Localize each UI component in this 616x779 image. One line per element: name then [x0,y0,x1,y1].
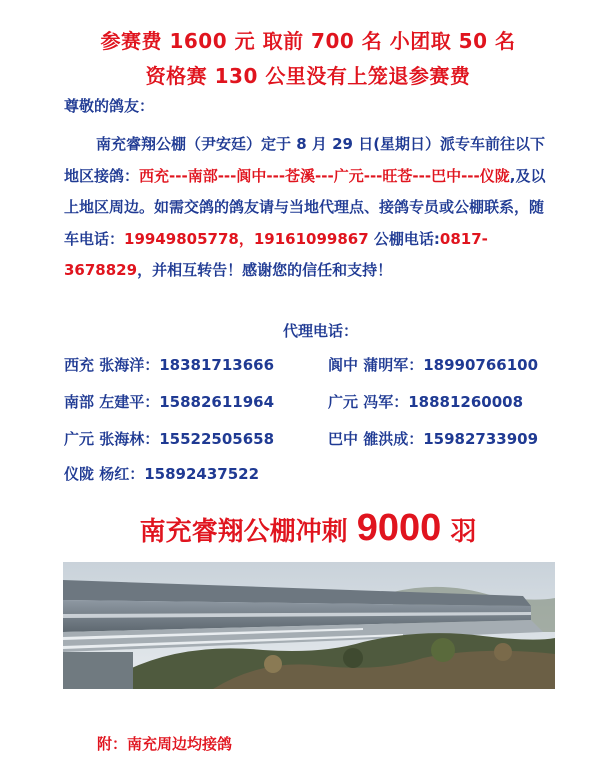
office-phone-label: 公棚电话: [368,229,440,248]
greeting: 尊敬的鸽友： [64,97,155,115]
headline-fee: 参赛费 1600 元 取前 700 名 小团取 50 名 [100,29,516,53]
target-prefix: 南充睿翔公棚冲刺 [139,517,357,547]
pickup-regions: 西充---南部---阆中---苍溪---广元---旺苍---巴中---仪陇 [139,166,510,185]
target-number: 9000 [356,507,442,549]
notice-paragraph [64,129,558,287]
headline-target [0,507,616,550]
car-phone-2: 19161099867 [253,229,369,248]
agents-heading: 代理电话： [283,322,359,340]
notice-closing: ，并相互转告！感谢您的信任和支持！ [137,261,393,279]
phone-separator: ， [238,229,254,248]
agent-row-1-right: 阆中 蒲明军：18990766100 [328,356,539,374]
agent-row-3-left: 广元 张海林：15522505658 [64,430,275,448]
notice-middle: ,及以上地区周边。如需交鸽的鸽友请与当地代理点、接鸽专员或公棚联系，随车电话： [64,166,546,248]
agent-row-3-right: 巴中 雒洪成：15982733909 [328,430,539,448]
agent-row-1-left: 西充 张海洋：18381713666 [64,356,275,374]
headline-qualifier: 资格赛 130 公里没有上笼退参赛费 [145,64,471,88]
loft-photo [63,562,555,689]
agent-row-2-right: 广元 冯军：18881260008 [328,393,524,411]
agent-row-4-left: 仪陇 杨红：15892437522 [64,465,260,483]
car-phone-1: 19949805778 [124,229,239,248]
notice-intro: 南充睿翔公棚（尹安廷）定于 8 月 29 日(星期日）派专车前往以下地区接鸽： [64,135,546,185]
footnote: 附：南充周边均接鸽 [97,735,233,753]
office-phone: 0817-3678829 [64,229,488,279]
agent-row-2-left: 南部 左建平：15882611964 [64,393,275,411]
target-suffix: 羽 [441,517,477,547]
